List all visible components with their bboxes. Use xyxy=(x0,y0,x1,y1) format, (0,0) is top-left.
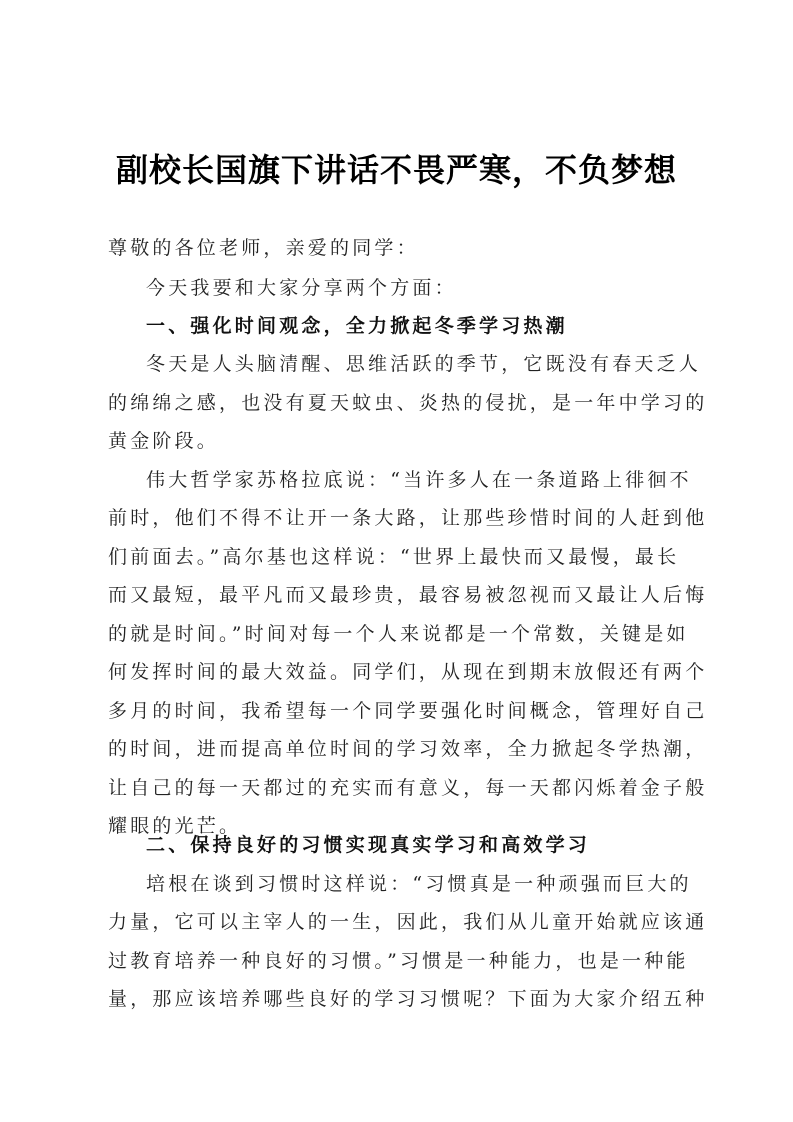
paragraph-line: 而又最短，最平凡而又最珍贵，最容易被忽视而又最让人后悔 xyxy=(108,584,708,606)
paragraph-line: 力量，它可以主宰人的一生，因此，我们从儿童开始就应该通 xyxy=(108,911,708,933)
paragraph-line: 的绵绵之感，也没有夏天蚊虫、炎热的侵扰，是一年中学习的 xyxy=(108,392,708,414)
paragraph-line: 过教育培养一种良好的习惯。”习惯是一种能力，也是一种能 xyxy=(108,950,689,972)
paragraph-line: 黄金阶段。 xyxy=(108,430,220,452)
intro-paragraph: 今天我要和大家分享两个方面： xyxy=(146,277,457,299)
document-title: 副校长国旗下讲话不畏严寒，不负梦想 xyxy=(115,151,677,189)
paragraph-line: 让自己的每一天都过的充实而有意义，每一天都闪烁着金子般 xyxy=(108,777,708,799)
paragraph-line: 量，那应该培养哪些良好的学习习惯呢？下面为大家介绍五种 xyxy=(108,988,708,1010)
section-2-heading: 二、保持良好的习惯实现真实学习和高效学习 xyxy=(146,834,591,856)
paragraph-line: 们前面去。”高尔基也这样说：“世界上最快而又最慢，最长 xyxy=(108,546,680,568)
section-1-heading: 一、强化时间观念，全力掀起冬季学习热潮 xyxy=(146,315,568,337)
paragraph-line: 前时，他们不得不让开一条大路，让那些珍惜时间的人赶到他 xyxy=(108,507,708,529)
paragraph-line: 耀眼的光芒。 xyxy=(108,815,242,837)
paragraph-line: 的时间，进而提高单位时间的学习效率，全力掀起冬学热潮， xyxy=(108,738,708,760)
paragraph-line: 冬天是人头脑清醒、思维活跃的季节，它既没有春天乏人 xyxy=(146,353,702,375)
paragraph-line: 多月的时间，我希望每一个同学要强化时间概念，管理好自己 xyxy=(108,700,708,722)
paragraph-line: 培根在谈到习惯时这样说：“习惯真是一种顽强而巨大的 xyxy=(146,873,692,895)
paragraph-line: 的就是时间。”时间对每一个人来说都是一个常数，关键是如 xyxy=(108,623,689,645)
paragraph-line: 伟大哲学家苏格拉底说：“当许多人在一条道路上徘徊不 xyxy=(146,469,692,491)
salutation: 尊敬的各位老师，亲爱的同学： xyxy=(108,237,419,259)
paragraph-line: 何发挥时间的最大效益。同学们，从现在到期末放假还有两个 xyxy=(108,661,708,683)
